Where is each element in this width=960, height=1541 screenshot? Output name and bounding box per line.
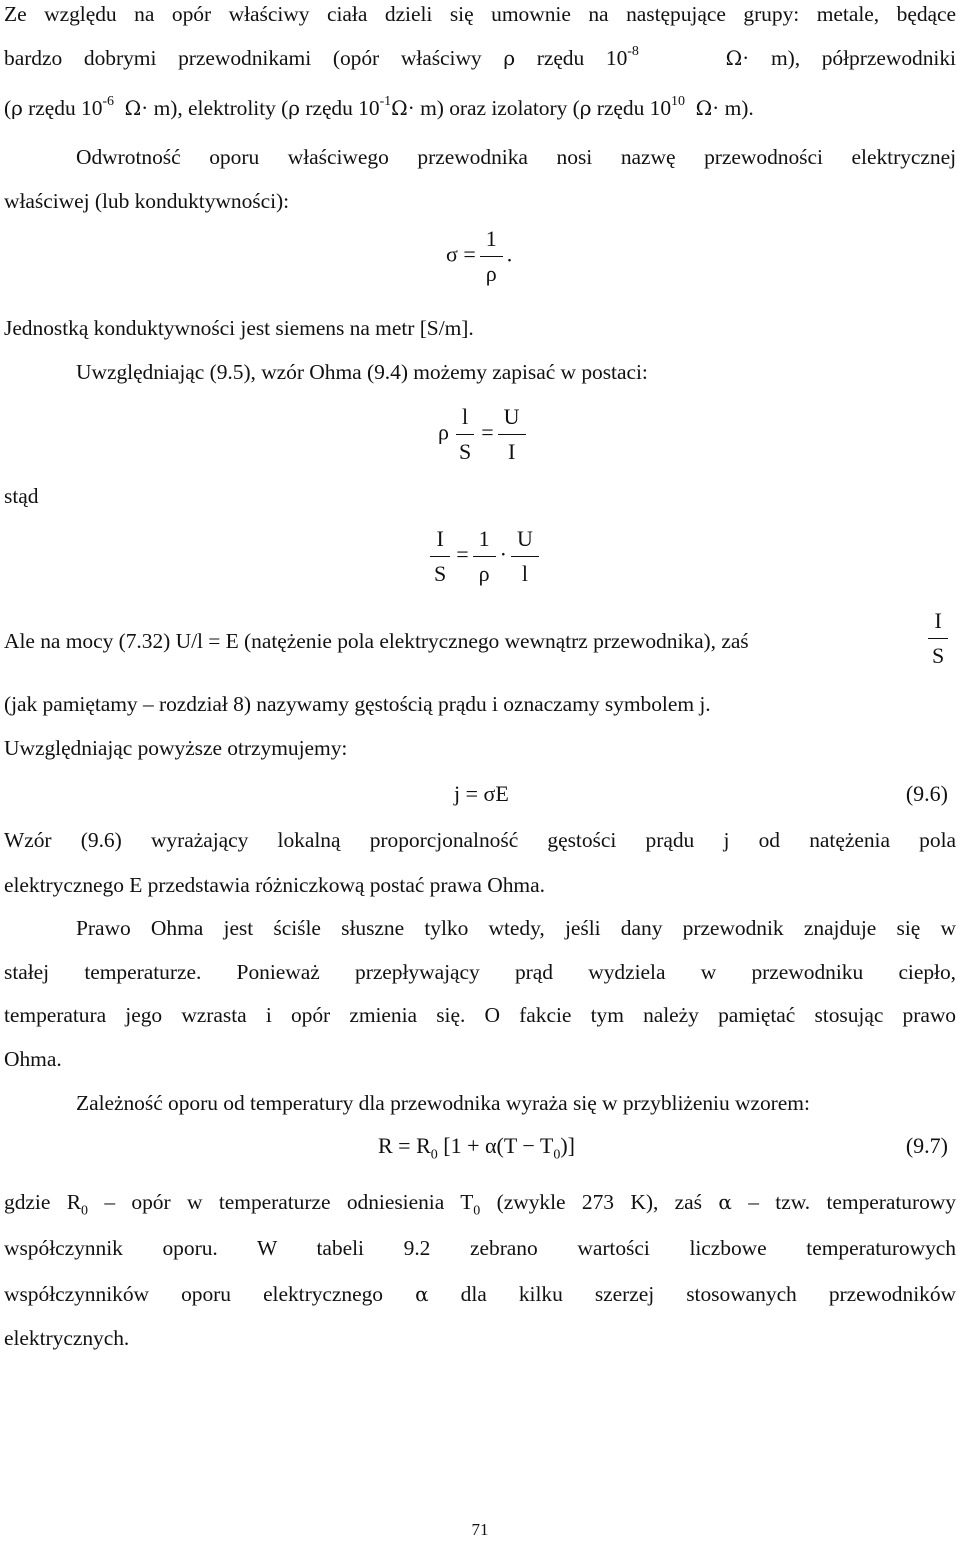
dot-symbol: · — [499, 541, 507, 567]
fraction — [428, 522, 452, 591]
text-fragment: rzędu 10 — [300, 96, 380, 120]
ohm-symbol: Ω — [391, 96, 408, 120]
fraction — [498, 400, 526, 469]
text-line — [4, 94, 956, 122]
rho-symbol: ρ — [288, 96, 301, 120]
numerator: I — [928, 604, 947, 639]
text-line: elektrycznych. — [4, 1326, 130, 1350]
text-fragment: – opór w temperaturze odniesienia T — [87, 1190, 474, 1214]
subscript: 0 — [473, 1203, 481, 1219]
text-fragment: m), elektrolity ( — [148, 96, 289, 120]
ohm-symbol: Ω — [695, 96, 713, 120]
fraction-I-over-S — [922, 604, 954, 673]
rho-symbol: ρ — [579, 96, 592, 120]
text-line: współczynnik oporu. W tabeli 9.2 zebrano wartości liczbowe temperaturowych — [4, 1236, 956, 1260]
fraction — [473, 522, 496, 591]
equals-sign: = — [481, 419, 494, 445]
numerator: 1 — [473, 522, 496, 557]
text-line: stąd — [4, 484, 39, 508]
dot-symbol: · — [712, 96, 720, 120]
text-fragment: rzędu 10 — [22, 96, 103, 120]
text-line: właściwej (lub konduktywności): — [4, 189, 290, 213]
dot-symbol: · — [407, 96, 415, 120]
text-line: Ale na mocy (7.32) U/l = E (natężenie pola elektrycznego wewnątrz przewodnika), zaś — [4, 629, 749, 653]
equation-ohm-2 — [424, 522, 543, 591]
text-fragment: rzędu 10 — [515, 46, 628, 70]
dot-symbol: · — [141, 96, 149, 120]
exponent: 10 — [671, 93, 685, 109]
subscript: 0 — [80, 1203, 88, 1219]
text-line: Uwzględniając powyższe otrzymujemy: — [4, 736, 348, 760]
text-line: temperatura jego wzrasta i opór zmienia się. O fakcie tym należy pamiętać stosując prawo — [4, 1003, 956, 1027]
exponent: -1 — [379, 93, 392, 109]
exponent: -6 — [102, 93, 114, 109]
text-line: (jak pamiętamy – rozdział 8) nazywamy gęstością prądu i oznaczamy symbolem j. — [4, 692, 711, 716]
fraction — [480, 222, 503, 291]
text-fragment: (zwykle 273 K), zaś — [480, 1190, 719, 1214]
text-line: elektrycznego E przedstawia różniczkową postać prawa Ohma. — [4, 873, 545, 897]
text-line: stałej temperaturze. Ponieważ przepływający prąd wydziela w przewodniku ciepło, — [4, 960, 956, 984]
equation-tail: . — [506, 241, 513, 267]
text-line — [4, 44, 956, 72]
numerator: l — [456, 400, 474, 435]
exponent: -8 — [627, 43, 639, 59]
numerator: I — [430, 522, 449, 557]
denominator: ρ — [478, 561, 490, 586]
denominator: S — [458, 439, 472, 464]
numerator: 1 — [480, 222, 503, 257]
text-line: Odwrotność oporu właściwego przewodnika nosi nazwę przewodności elektrycznej — [76, 145, 956, 169]
rho-symbol: ρ — [503, 46, 516, 70]
subscript: 0 — [553, 1147, 561, 1163]
text-line: Wzór (9.6) wyrażający lokalną proporcjonalność gęstości prądu j od natężenia pola — [4, 828, 956, 852]
subscript: 0 — [430, 1147, 438, 1163]
text-line: Jednostką konduktywności jest siemens na metr [S/m]. — [4, 316, 474, 340]
equation-number: (9.6) — [905, 781, 948, 806]
text-fragment: ( — [4, 96, 12, 120]
equation-ohm-1 — [438, 400, 530, 469]
numerator: U — [511, 522, 539, 557]
text-line: Uwzględniając (9.5), wzór Ohma (9.4) możemy zapisać w postaci: — [76, 360, 648, 384]
alpha-symbol: α — [718, 1190, 732, 1214]
page-number: 71 — [471, 1520, 489, 1539]
rho-symbol: ρ — [438, 419, 449, 445]
equation-9-7 — [378, 1133, 575, 1163]
equation-sigma — [446, 222, 512, 291]
ohm-symbol: Ω — [124, 96, 142, 120]
alpha-symbol: α — [415, 1282, 429, 1306]
text-line: Zależność oporu od temperatury dla przewodnika wyraża się w przybliżeniu wzorem: — [76, 1091, 810, 1115]
ohm-symbol: Ω — [725, 46, 743, 70]
denominator: I — [507, 439, 516, 464]
text-fragment: gdzie R — [4, 1190, 81, 1214]
text-fragment: współczynników oporu elektrycznego — [4, 1282, 416, 1306]
fraction — [926, 604, 950, 673]
rho-symbol: ρ — [11, 96, 23, 120]
dot-symbol: · — [742, 46, 750, 70]
denominator: S — [932, 643, 945, 668]
text-fragment: m), półprzewodniki — [749, 46, 956, 70]
denominator: ρ — [485, 261, 497, 286]
text-line: Prawo Ohma jest ściśle słuszne tylko wtedy, jeśli dany przewodnik znajduje się w — [76, 916, 956, 940]
text-fragment: – tzw. temperaturowy — [731, 1190, 956, 1214]
text-line — [4, 1188, 956, 1219]
text-fragment: m) oraz izolatory ( — [414, 96, 580, 120]
equals-sign: = — [456, 541, 469, 567]
text-line — [4, 1280, 956, 1308]
denominator: l — [521, 561, 528, 586]
equation-number: (9.7) — [905, 1133, 948, 1158]
equation-part: [1 + α(T − T — [443, 1133, 554, 1158]
text-line: Ze względu na opór właściwy ciała dzieli się umownie na następujące grupy: metale, będące — [4, 2, 956, 26]
equation-9-6: j = σE — [454, 781, 509, 806]
text-fragment: dla kilku szerzej stosowanych przewodników — [428, 1282, 957, 1306]
text-fragment: bardzo dobrymi przewodnikami (opór właściwy — [4, 46, 504, 70]
equation-part: )] — [560, 1133, 575, 1158]
text-line: Ohma. — [4, 1047, 62, 1071]
equation-lhs: σ = — [446, 241, 476, 267]
denominator: S — [434, 561, 447, 586]
text-fragment: m). — [719, 96, 754, 120]
fraction — [453, 400, 477, 469]
numerator: U — [498, 400, 526, 435]
text-fragment: rzędu 10 — [591, 96, 672, 120]
equation-part: R = R — [378, 1133, 431, 1158]
fraction — [511, 522, 539, 591]
